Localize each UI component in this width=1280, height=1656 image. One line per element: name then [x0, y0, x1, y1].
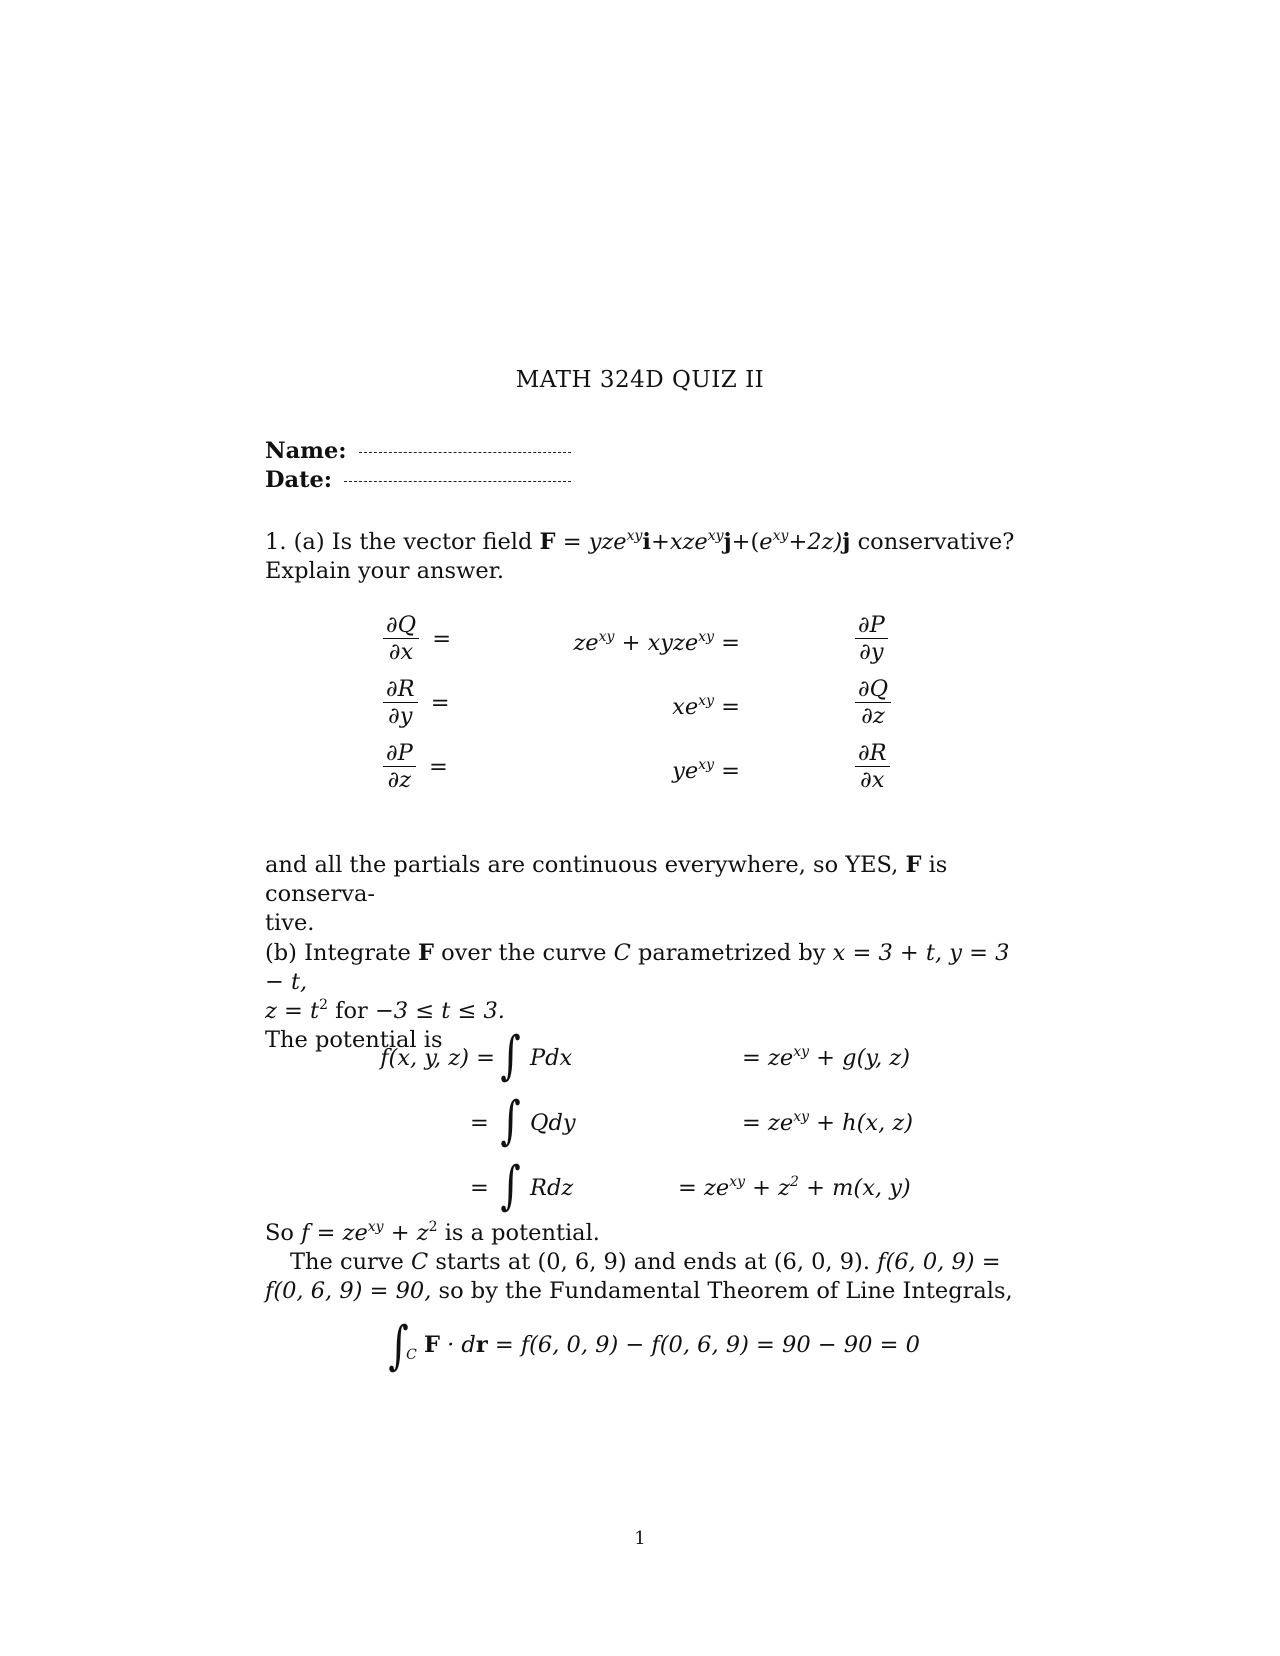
plus-sign: +	[650, 529, 670, 555]
vector-F: F	[423, 1332, 440, 1358]
question-1a-text: (a) Is the vector field	[293, 529, 533, 555]
expr: f(0, 6, 9) = 90,	[265, 1278, 432, 1304]
exponent: xy	[367, 1219, 384, 1235]
conclusion-a	[265, 851, 1017, 938]
question-1b-text: (b) Integrate	[265, 940, 411, 966]
date-label: Date:	[265, 467, 333, 493]
exponent: 2	[790, 1174, 799, 1190]
question-1a-tail: conservative?	[857, 529, 1015, 555]
partial-row-2-right	[855, 676, 891, 729]
integral-subscript: C	[406, 1347, 417, 1363]
plus-paren: +(	[731, 529, 760, 555]
equals-sign: =	[470, 1175, 489, 1201]
expr: ze	[573, 630, 599, 656]
potential-result-2	[742, 1110, 913, 1136]
page-number: 1	[634, 1528, 646, 1549]
term-xze: xze	[669, 529, 708, 555]
fraction-numerator: ∂R	[386, 676, 415, 702]
fraction-numerator: ∂Q	[858, 676, 889, 702]
fraction-numerator: ∂Q	[386, 612, 417, 638]
exponent: xy	[772, 528, 789, 544]
expr: = ze	[678, 1175, 730, 1201]
equals-sign: =	[721, 630, 740, 656]
curve-C: C	[613, 940, 631, 966]
potential-statement	[265, 1219, 1017, 1248]
integrand-p: Pdx	[530, 1045, 573, 1071]
partial-row-2-middle	[520, 694, 740, 720]
expr: + m(x, y)	[806, 1175, 911, 1201]
question-1b-text: over the curve	[441, 940, 607, 966]
expr: xe	[672, 694, 699, 720]
text: is a potential.	[444, 1220, 600, 1246]
potential-result-1	[742, 1045, 910, 1071]
page-title: MATH 324D QUIZ II	[515, 367, 765, 393]
curve-C: C	[411, 1249, 429, 1275]
expr: · d	[439, 1332, 476, 1358]
exponent: xy	[698, 693, 714, 709]
expr: = ze	[742, 1110, 794, 1136]
partial-row-1-middle	[520, 630, 740, 656]
name-label: Name:	[265, 438, 347, 464]
exponent: 2	[428, 1219, 438, 1235]
partial-row-2-left	[383, 676, 450, 729]
text: starts at (0, 6, 9) and ends at (6, 0, 9).	[435, 1249, 870, 1275]
integral-symbol: ∫	[388, 1316, 409, 1376]
fraction-denominator: ∂z	[383, 766, 416, 793]
range-word: for	[335, 998, 368, 1024]
parametrization-z: z = t	[265, 998, 320, 1024]
expr: + xyze	[621, 630, 699, 656]
integrand-q: Qdy	[530, 1110, 576, 1136]
exponent: xy	[707, 528, 724, 544]
partial-row-3-right	[855, 740, 890, 793]
term-yze: yze	[588, 529, 627, 555]
equals-sign: =	[432, 625, 452, 652]
name-field-row	[265, 438, 571, 464]
equals-sign: =	[562, 529, 582, 555]
date-field-row	[265, 467, 571, 493]
conclusion-text: is conserva-	[265, 852, 948, 907]
exponent: xy	[729, 1174, 745, 1190]
expr: ye	[672, 758, 699, 784]
expr: + z	[752, 1175, 791, 1201]
term-2z: +2z)	[788, 529, 843, 555]
potential-lhs: f(x, y, z) =	[380, 1045, 495, 1071]
text: So	[265, 1220, 294, 1246]
vector-r: r	[475, 1332, 488, 1358]
vector-F: F	[905, 852, 922, 878]
parametrization-xy: x = 3 + t, y = 3 − t,	[265, 940, 1010, 995]
fraction-denominator: ∂y	[855, 638, 888, 665]
partial-row-3-middle	[520, 758, 740, 784]
question-1b-text: parametrized by	[637, 940, 826, 966]
text: so by the Fundamental Theorem of Line Integrals,	[438, 1278, 1013, 1304]
curve-endpoints	[265, 1248, 1017, 1306]
name-blank-line	[359, 452, 571, 453]
fraction-numerator: ∂P	[858, 612, 885, 638]
final-equation	[385, 1316, 920, 1376]
integral-symbol: ∫	[500, 1091, 521, 1151]
integral-symbol: ∫	[500, 1026, 521, 1086]
exponent: xy	[793, 1044, 809, 1060]
term-e: e	[759, 529, 773, 555]
vector-F: F	[539, 529, 556, 555]
unit-j-second: j	[842, 529, 851, 555]
question-1b	[265, 939, 1017, 1055]
fraction-denominator: ∂y	[383, 702, 418, 729]
exponent: xy	[598, 629, 615, 645]
expr: + z	[390, 1220, 429, 1246]
conclusion-text: tive.	[265, 910, 315, 936]
partial-row-1-left	[383, 612, 451, 665]
date-blank-line	[344, 481, 571, 482]
question-1a	[265, 528, 1017, 586]
exponent: 2	[319, 997, 328, 1013]
equals-sign: =	[721, 694, 740, 720]
expr: + h(x, z)	[816, 1110, 914, 1136]
integral-symbol: ∫	[500, 1156, 521, 1216]
expr: f(6, 0, 9) =	[877, 1249, 1001, 1275]
expr: = ze	[742, 1045, 794, 1071]
equals-sign: =	[428, 753, 448, 780]
fraction-numerator: ∂R	[858, 740, 887, 766]
question-number: 1.	[265, 529, 287, 555]
fraction-denominator: ∂z	[855, 702, 891, 729]
equals-sign: =	[430, 689, 450, 716]
exponent: xy	[698, 757, 714, 773]
expr: + g(y, z)	[816, 1045, 911, 1071]
integrand-r: Rdz	[530, 1175, 574, 1201]
exponent: xy	[698, 629, 714, 645]
fraction-denominator: ∂x	[383, 638, 419, 665]
expr: = f(6, 0, 9) − f(0, 6, 9) = 90 − 90 = 0	[487, 1332, 920, 1358]
unit-j: j	[723, 529, 732, 555]
question-1a-line2: Explain your answer.	[265, 558, 505, 584]
potential-result-3	[678, 1175, 911, 1201]
exponent: xy	[626, 528, 643, 544]
vector-F: F	[417, 940, 434, 966]
potential-intro: The potential is	[265, 1027, 443, 1053]
partial-row-1-right	[855, 612, 888, 665]
fraction-denominator: ∂x	[855, 766, 890, 793]
parameter-range: −3 ≤ t ≤ 3.	[374, 998, 505, 1024]
expr: f = ze	[301, 1220, 368, 1246]
text: The curve	[290, 1249, 404, 1275]
exponent: xy	[793, 1109, 809, 1125]
conclusion-text: and all the partials are continuous everywhere, so YES,	[265, 852, 899, 878]
fraction-numerator: ∂P	[386, 740, 413, 766]
unit-i: i	[642, 529, 651, 555]
equals-sign: =	[721, 758, 740, 784]
partial-row-3-left	[383, 740, 448, 793]
equals-sign: =	[470, 1110, 489, 1136]
